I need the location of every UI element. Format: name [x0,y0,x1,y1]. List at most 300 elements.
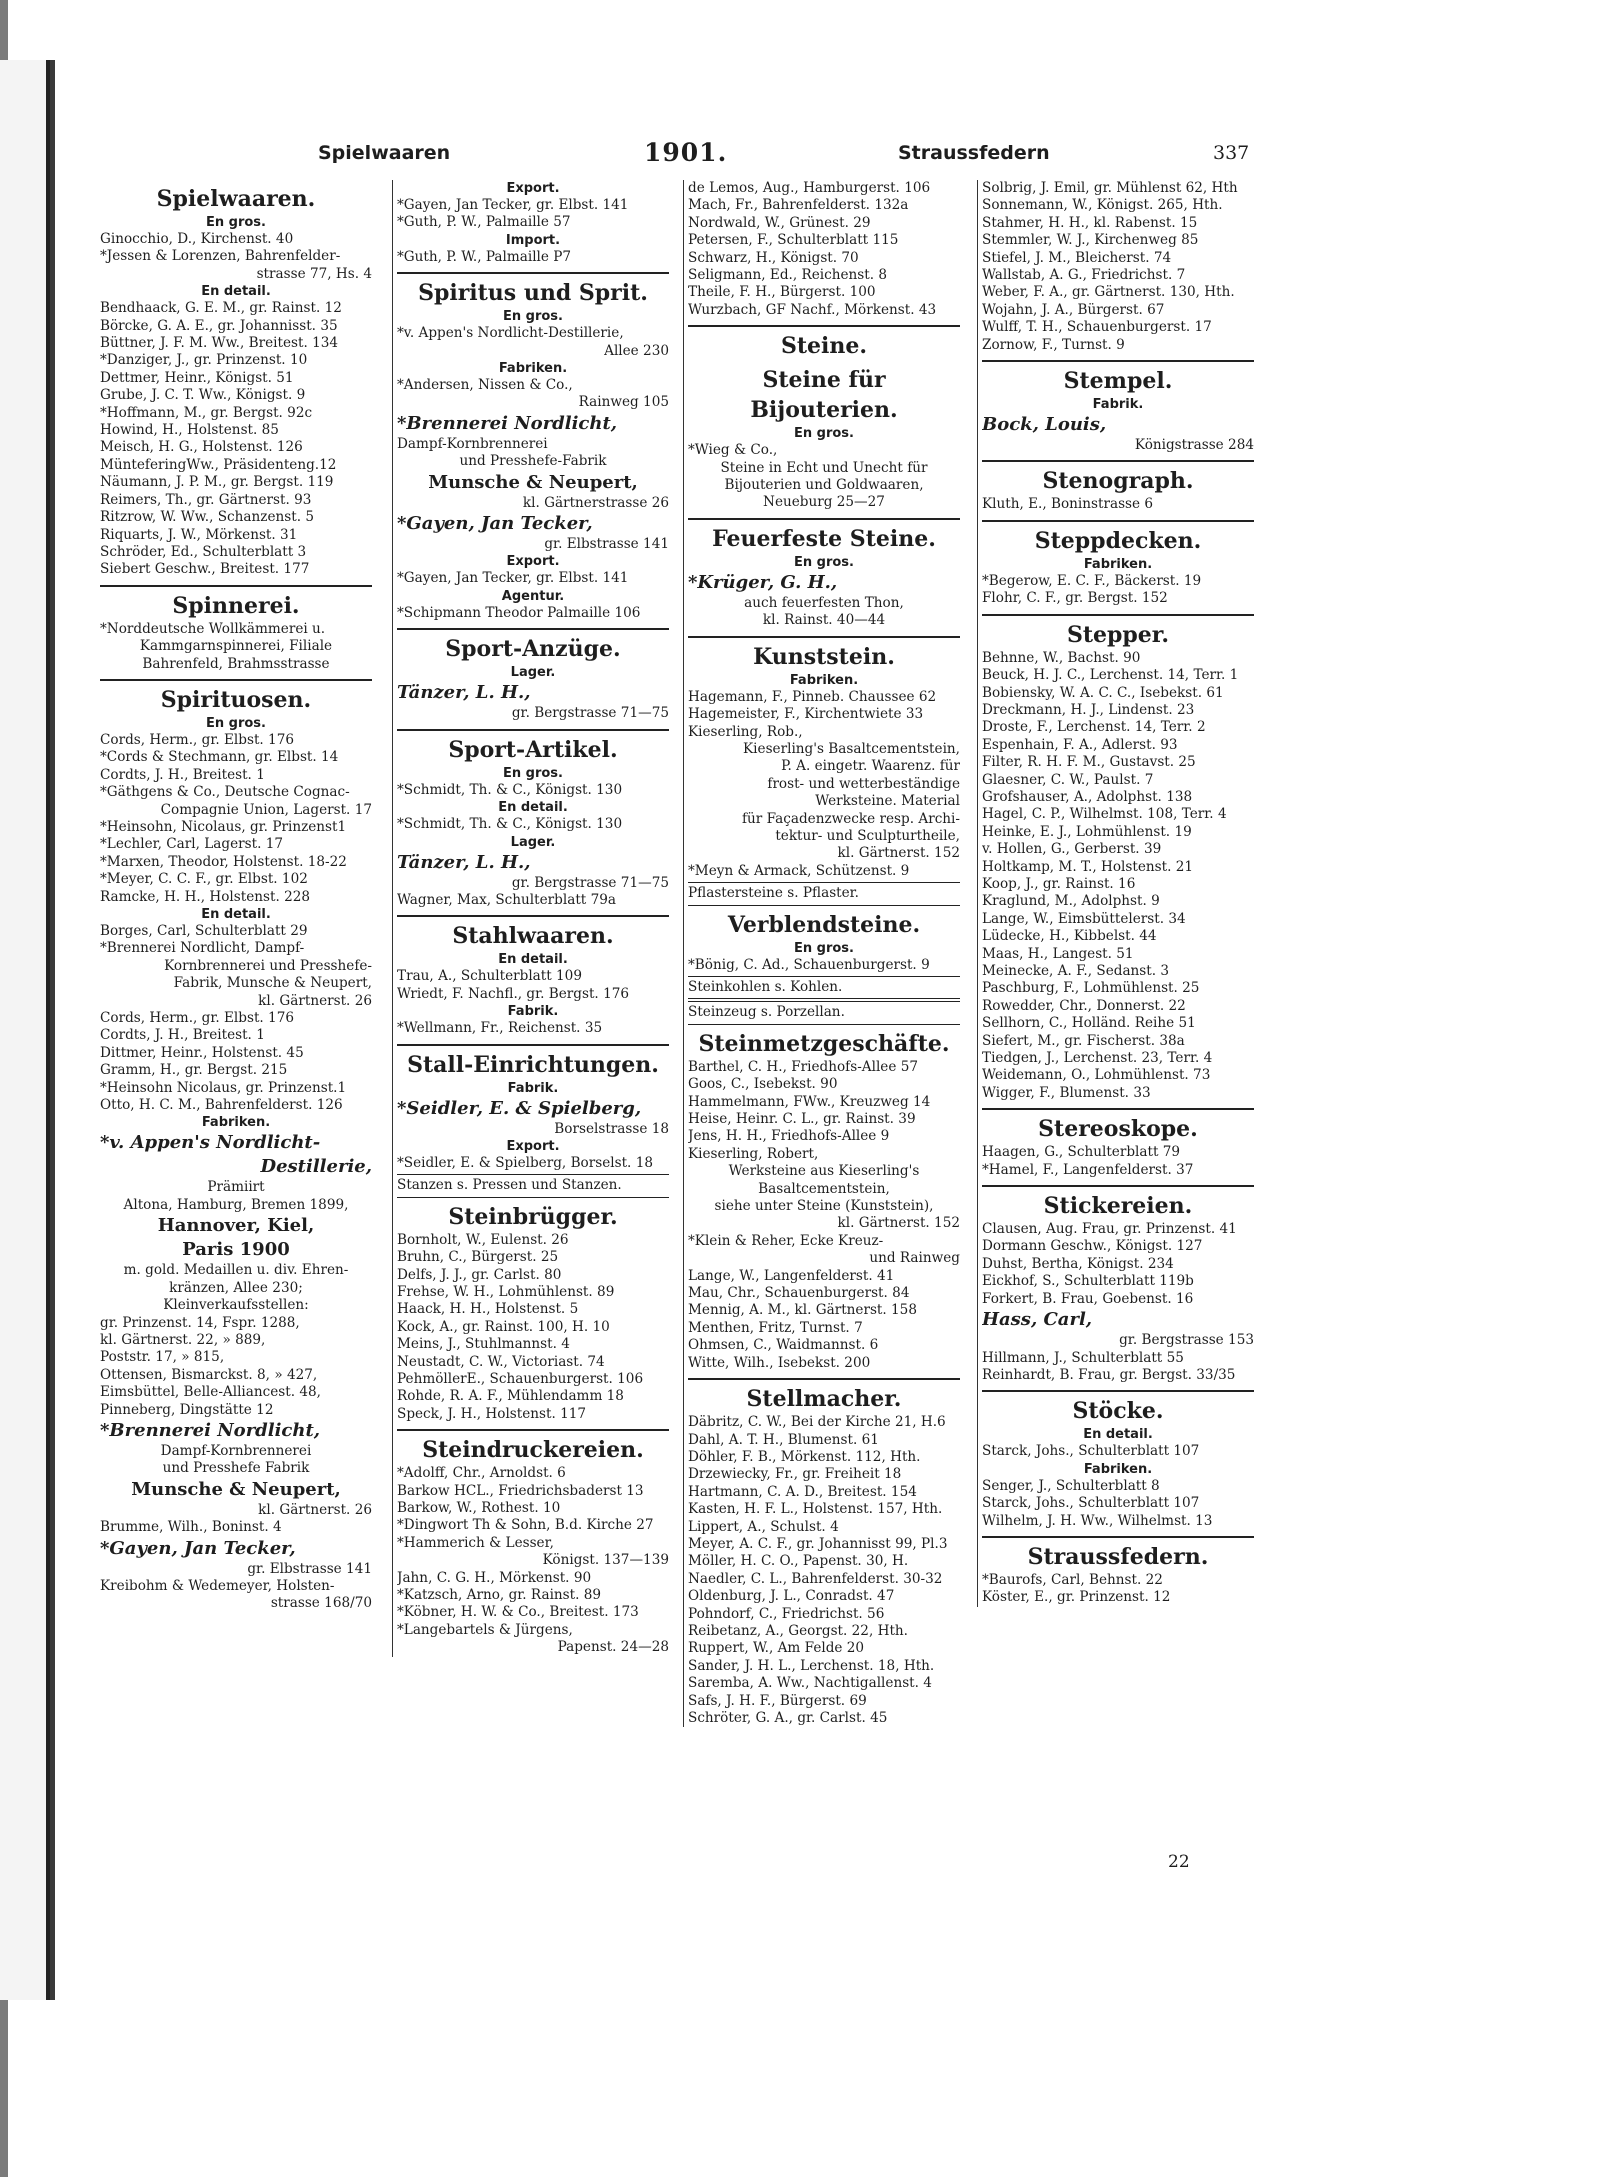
entry-continuation: gr. Bergstrasse 71—75 [511,705,669,722]
directory-entry: Schröter, G. A., gr. Carlst. 45 [688,1710,888,1726]
directory-entry: Reinhardt, B. Frau, gr. Bergst. 33/35 [982,1366,1236,1383]
directory-entry: Schröder, Ed., Schulterblatt 3 [100,543,307,560]
directory-entry: Sonnemann, W., Königst. 265, Hth. [982,197,1223,214]
entry-continuation: kl. Gärtnerst. 152 [837,1215,960,1232]
directory-entry: *v. Appen's Nordlicht-Destillerie, [397,325,624,342]
advertiser-name: *Gayen, Jan Tecker, [100,1537,296,1559]
section-rule [982,460,1254,462]
directory-entry: Naedler, C. L., Bahrenfelderst. 30-32 [688,1570,943,1587]
directory-entry: Filter, R. H. F. M., Gustavst. 25 [982,754,1196,771]
directory-entry: Behnne, W., Bachst. 90 [982,649,1141,666]
category-heading: Spiritus und Sprit. [418,280,648,307]
directory-entry: Espenhain, F. A., Adlerst. 93 [982,736,1178,753]
directory-entry: Pinneberg, Dingstätte 12 [100,1401,274,1418]
directory-entry: *Gayen, Jan Tecker, gr. Elbst. 141 [397,570,629,587]
directory-entry: Ginocchio, D., Kirchenst. 40 [100,231,294,247]
directory-entry: PehmöllerE., Schauenburgerst. 106 [397,1371,644,1387]
directory-entry: Kieserling, Robert, [688,1145,819,1162]
entry-continuation: kl. Gärtnerst. 26 [258,1501,372,1518]
entry-continuation: Königst. 137—139 [542,1552,669,1569]
directory-entry: Bruhn, C., Bürgerst. 25 [397,1249,559,1266]
category-heading: Stöcke. [1072,1398,1164,1425]
subheading: En gros. [503,765,563,781]
directory-entry: *Heinsohn, Nicolaus, gr. Prinzenst1 [100,818,347,835]
subheading: En detail. [201,284,271,300]
directory-entry: Duhst, Bertha, Königst. 234 [982,1255,1174,1272]
directory-column-4 [977,180,1254,1607]
directory-entry: *Hamel, F., Langenfelderst. 37 [982,1161,1194,1178]
directory-entry: Brumme, Wilh., Boninst. 4 [100,1519,282,1536]
directory-entry: Wulff, T. H., Schauenburgerst. 17 [982,319,1212,336]
category-heading: Steine. [780,333,868,360]
directory-entry: Büttner, J. F. M. Ww., Breitest. 134 [100,335,339,352]
directory-entry: kl. Gärtnerst. 22, » 889, [100,1331,266,1348]
directory-entry: *Dingwort Th & Sohn, B.d. Kirche 27 [397,1517,654,1534]
directory-column-2 [392,180,669,1657]
directory-entry: Eickhof, S., Schulterblatt 119b [982,1273,1194,1290]
subheading: Fabriken. [789,672,859,688]
subheading: Import. [505,232,561,248]
directory-entry: *Bönig, C. Ad., Schauenburgerst. 9 [688,956,930,973]
category-heading: Straussfedern. [1027,1543,1209,1570]
directory-entry: Wriedt, F. Nachfl., gr. Bergst. 176 [397,985,630,1002]
entry-note: Dampf-Kornbrennerei [160,1442,312,1459]
category-heading: Stereoskope. [1038,1116,1198,1143]
entry-continuation: Fabrik, Munsche & Neupert, [173,975,372,992]
directory-entry: Forkert, B. Frau, Goebenst. 16 [982,1290,1194,1307]
entry-continuation: Kornbrennerei und Presshefe- [164,957,372,974]
directory-entry: Börcke, G. A. E., gr. Johannisst. 35 [100,317,338,334]
entry-continuation: Papenst. 24—28 [557,1639,669,1656]
directory-entry: Meyer, A. C. F., gr. Johannisst 99, Pl.3 [688,1535,948,1552]
directory-entry: Grube, J. C. T. Ww., Königst. 9 [100,387,306,404]
category-heading: Kunststein. [753,643,895,670]
directory-entry: Cordts, J. H., Breitest. 1 [100,766,265,783]
directory-entry: Tiedgen, J., Lerchenst. 23, Terr. 4 [982,1050,1213,1067]
entry-continuation: Werksteine. Material [815,793,960,810]
directory-entry: Maas, H., Langest. 51 [982,945,1134,962]
directory-entry: Möller, H. C. O., Papenst. 30, H. [688,1553,909,1570]
section-rule [397,729,669,731]
directory-entry: Dettmer, Heinr., Königst. 51 [100,369,294,386]
entry-note: und Presshefe Fabrik [162,1460,310,1477]
previous-page-edge [0,60,50,2000]
directory-entry: Eimsbüttel, Belle-Alliancest. 48, [100,1384,321,1401]
subheading: Fabriken. [1083,1461,1153,1477]
entry-continuation: gr. Elbstrasse 141 [544,536,669,553]
directory-entry: *Heinsohn Nicolaus, gr. Prinzenst.1 [100,1079,347,1096]
entry-note: siehe unter Steine (Kunststein), [714,1198,934,1215]
directory-entry: Howind, H., Holstenst. 85 [100,422,279,439]
category-heading: Steppdecken. [1034,527,1202,554]
entry-continuation: kl. Gärtnerstrasse 26 [522,494,669,511]
entry-continuation: Königstrasse 284 [1134,437,1254,454]
directory-entry: Mach, Fr., Bahrenfelderst. 132a [688,197,909,214]
directory-entry: Hagel, C. P., Wilhelmst. 108, Terr. 4 [982,806,1227,823]
directory-entry: Rohde, R. A. F., Mühlendamm 18 [397,1388,624,1405]
directory-entry: *Gayen, Jan Tecker, gr. Elbst. 141 [397,197,629,213]
directory-entry: Trau, A., Schulterblatt 109 [397,968,582,985]
directory-entry: gr. Prinzenst. 14, Fspr. 1288, [100,1314,300,1331]
subheading: En detail. [498,952,568,968]
directory-entry: Wojahn, J. A., Bürgerst. 67 [982,301,1165,318]
directory-entry: Meins, J., Stuhlmannst. 4 [397,1336,570,1353]
entry-continuation: strasse 77, Hs. 4 [256,265,372,282]
directory-entry: Jens, H. H., Friedhofs-Allee 9 [688,1128,890,1145]
directory-entry: *Schmidt, Th. & C., Königst. 130 [397,816,623,833]
directory-entry: Glaesner, C. W., Paulst. 7 [982,771,1154,788]
directory-entry: Solbrig, J. Emil, gr. Mühlenst 62, Hth [982,180,1238,196]
directory-entry: *Lechler, Carl, Lagerst. 17 [100,836,284,853]
directory-entry: Sander, J. H. L., Lerchenst. 18, Hth. [688,1657,935,1674]
directory-entry: Stiefel, J. M., Bleicherst. 74 [982,249,1172,266]
directory-entry: Hagemeister, F., Kirchentwiete 33 [688,706,924,723]
entry-continuation: Borselstrasse 18 [554,1120,669,1137]
directory-entry: Haagen, G., Schulterblatt 79 [982,1144,1181,1161]
subheading: En detail. [498,800,568,816]
directory-entry: Wigger, F., Blumenst. 33 [982,1084,1151,1101]
directory-entry: Pohndorf, C., Friedrichst. 56 [688,1605,885,1622]
category-heading: Stellmacher. [746,1386,902,1413]
subheading: En gros. [206,215,266,230]
directory-entry: Seligmann, Ed., Reichenst. 8 [688,267,888,284]
directory-entry: de Lemos, Aug., Hamburgerst. 106 [688,180,931,196]
directory-entry: *Baurofs, Carl, Behnst. 22 [982,1571,1163,1588]
entry-continuation: kl. Gärtnerst. 26 [258,992,372,1009]
advertiser-name: *Brennerei Nordlicht, [100,1419,321,1441]
cross-reference: Stanzen s. Pressen und Stanzen. [397,1174,669,1197]
category-heading: Sport-Anzüge. [445,636,621,663]
section-rule [982,1108,1254,1110]
directory-entry: v. Hollen, G., Gerberst. 39 [982,841,1162,858]
section-rule [397,1044,669,1046]
subheading: Fabrik. [507,1080,559,1096]
directory-entry: Hartmann, C. A. D., Breitest. 154 [688,1483,917,1500]
advert-line: Paris 1900 [182,1239,290,1261]
subheading: En gros. [794,426,854,442]
directory-entry: Cordts, J. H., Breitest. 1 [100,1027,265,1044]
directory-entry: Ohmsen, C., Waidmannst. 6 [688,1337,879,1354]
directory-entry: Safs, J. H. F., Bürgerst. 69 [688,1692,867,1709]
directory-column-1 [100,180,372,1613]
directory-entry: Kieserling, Rob., [688,723,803,740]
subheading: En detail. [1083,1427,1153,1443]
subheading: Fabrik. [1092,397,1144,413]
directory-entry: Barkow HCL., Friedrichsbaderst 13 [397,1482,644,1499]
directory-entry: Stahmer, H. H., kl. Rabenst. 15 [982,214,1198,231]
section-rule [982,360,1254,362]
directory-entry: *Cords & Stechmann, gr. Elbst. 14 [100,749,339,766]
entry-note: Basaltcementstein, [758,1180,890,1197]
advertiser-name: *Seidler, E. & Spielberg, [397,1097,642,1119]
running-header [318,138,1258,174]
entry-note: Werksteine aus Kieserling's [728,1163,920,1180]
directory-entry: *Klein & Reher, Ecke Kreuz- [688,1232,884,1249]
directory-entry: Dreckmann, H. J., Lindenst. 23 [982,701,1195,718]
header-left-term: Spielwaaren [318,142,451,164]
directory-entry: Däbritz, C. W., Bei der Kirche 21, H.6 [688,1414,946,1431]
cross-reference: Steinkohlen s. Kohlen. [688,976,960,999]
subheading: Fabriken. [201,1115,271,1131]
section-rule [688,1378,960,1380]
directory-entry: *Katzsch, Arno, gr. Rainst. 89 [397,1587,602,1604]
category-heading: Spirituosen. [160,686,312,713]
entry-continuation: Compagnie Union, Lagerst. 17 [160,801,372,818]
directory-entry: Lippert, A., Schulst. 4 [688,1518,839,1535]
subheading: En gros. [794,940,854,956]
directory-entry: Siefert, M., gr. Fischerst. 38a [982,1032,1185,1049]
directory-entry: Wilhelm, J. H. Ww., Wilhelmst. 13 [982,1512,1213,1529]
directory-entry: Nordwald, W., Grünest. 29 [688,214,871,231]
directory-entry: Wallstab, A. G., Friedrichst. 7 [982,267,1186,284]
category-heading: Stickereien. [1043,1193,1193,1220]
entry-continuation: gr. Bergstrasse 71—75 [511,874,669,891]
section-rule [982,1536,1254,1538]
directory-entry: Dampf-Kornbrennerei [397,435,548,452]
entry-continuation: kl. Gärtnerst. 152 [837,845,960,862]
category-heading: Spinnerei. [172,592,300,619]
entry-note: Prämiirt [207,1179,265,1196]
directory-entry: Ruppert, W., Am Felde 20 [688,1640,865,1657]
advertiser-name: Bock, Louis, [982,414,1107,436]
entry-continuation: Allee 230 [604,342,669,359]
entry-continuation: Rainweg 105 [578,394,669,411]
section-rule [688,636,960,638]
entry-continuation: P. A. eingetr. Waarenz. für [781,758,960,775]
directory-entry: Hammelmann, FWw., Kreuzweg 14 [688,1093,931,1110]
directory-entry: Borges, Carl, Schulterblatt 29 [100,923,308,939]
directory-entry: Oldenburg, J. L., Conradst. 47 [688,1588,895,1605]
directory-entry: Witte, Wilh., Isebekst. 200 [688,1354,871,1371]
entry-continuation: gr. Bergstrasse 153 [1119,1332,1254,1349]
directory-entry: Starck, Johs., Schulterblatt 107 [982,1443,1200,1460]
directory-entry: *Seidler, E. & Spielberg, Borselst. 18 [397,1154,653,1171]
entry-continuation: tektur- und Sculpturtheile, [775,827,960,844]
directory-entry: Meisch, H. G., Holstenst. 126 [100,439,303,456]
directory-entry: Hillmann, J., Schulterblatt 55 [982,1349,1184,1366]
directory-entry: Stemmler, W. J., Kirchenweg 85 [982,232,1199,249]
advertiser-name: *Brennerei Nordlicht, [397,412,618,434]
directory-entry: Petersen, F., Schulterblatt 115 [688,232,899,249]
category-heading: Sport-Artikel. [448,736,618,763]
entry-continuation: Kieserling's Basaltcementstein, [743,740,960,757]
directory-entry: *Langebartels & Jürgens, [397,1621,573,1638]
subheading: Fabrik. [507,1004,559,1020]
directory-entry: Kluth, E., Boninstrasse 6 [982,496,1154,513]
category-heading: Stall-Einrichtungen. [407,1051,659,1078]
directory-entry: *Schmidt, Th. & C., Königst. 130 [397,781,623,798]
directory-entry: Beuck, H. J. C., Lerchenst. 14, Terr. 1 [982,667,1239,684]
directory-entry: Riquarts, J. W., Mörkenst. 31 [100,526,298,543]
subheading: Export. [506,181,560,196]
directory-entry: Paschburg, F., Lohmühlenst. 25 [982,980,1200,997]
section-rule [397,915,669,917]
directory-entry: Ottensen, Bismarckst. 8, » 427, [100,1366,318,1383]
directory-entry: *Wellmann, Fr., Reichenst. 35 [397,1020,603,1037]
subheading: Fabriken. [1083,556,1153,572]
directory-entry: Otto, H. C. M., Bahrenfelderst. 126 [100,1097,343,1114]
entry-note: Neueburg 25—27 [763,494,885,511]
entry-note: auch feuerfesten Thon, [744,594,904,611]
entry-continuation: für Façadenzwecke resp. Archi- [742,810,960,827]
directory-entry: Theile, F. H., Bürgerst. 100 [688,284,876,301]
cross-reference: Pflastersteine s. Pflaster. [688,882,960,905]
directory-entry: Cords, Herm., gr. Elbst. 176 [100,1010,295,1027]
directory-entry: Rowedder, Chr., Donnerst. 22 [982,997,1186,1014]
section-rule [100,679,372,681]
directory-entry: Mau, Chr., Schauenburgerst. 84 [688,1285,910,1302]
directory-entry: Kreibohm & Wedemeyer, Holsten- [100,1577,335,1594]
directory-entry: *Begerow, E. C. F., Bäckerst. 19 [982,572,1202,589]
subheading: Lager. [510,834,556,850]
section-rule [982,520,1254,522]
directory-entry: *Marxen, Theodor, Holstenst. 18-22 [100,853,347,870]
entry-continuation: frost- und wetterbeständige [767,775,960,792]
category-heading: Steinbrügger. [448,1203,618,1230]
category-heading: Steine für Bijouterien. [750,367,898,424]
directory-entry: Bobiensky, W. A. C. C., Isebekst. 61 [982,684,1224,701]
directory-entry: *Köbner, H. W. & Co., Breitest. 173 [397,1604,639,1621]
entry-note: kl. Rainst. 40—44 [762,612,886,629]
directory-entry: Barthel, C. H., Friedhofs-Allee 57 [688,1058,919,1075]
directory-entry: Poststr. 17, » 815, [100,1349,225,1366]
category-heading: Stepper. [1066,621,1170,648]
directory-entry: Weidemann, O., Lohmühlenst. 73 [982,1067,1211,1084]
category-heading: Verblendsteine. [727,911,921,938]
directory-entry: Weber, F. A., gr. Gärtnerst. 130, Hth. [982,284,1235,301]
category-heading: Stahlwaaren. [452,923,614,950]
entry-note: m. gold. Medaillen u. div. Ehren- [123,1262,349,1279]
section-rule [688,325,960,327]
section-rule [688,518,960,520]
advert-line: Hannover, Kiel, [157,1215,315,1237]
directory-entry: Jahn, C. G. H., Mörkenst. 90 [397,1569,592,1586]
subheading: Export. [506,554,560,570]
directory-entry: Ritzrow, W. Ww., Schanzenst. 5 [100,509,314,526]
footer-sheet-number: 22 [1168,1852,1190,1872]
directory-entry: *Brennerei Nordlicht, Dampf- [100,940,305,957]
subheading: Fabriken. [498,361,568,377]
directory-entry: Cords, Herm., gr. Elbst. 176 [100,731,295,748]
directory-entry: *Guth, P. W., Palmaille P7 [397,248,572,265]
section-rule [982,614,1254,616]
directory-entry: *Wieg & Co., [688,442,778,459]
advertiser-name: Tänzer, L. H., [397,682,531,704]
category-heading: Steindruckereien. [422,1437,644,1464]
section-rule [100,585,372,587]
directory-entry: *Gäthgens & Co., Deutsche Cognac- [100,784,350,801]
advertiser-name: *v. Appen's Nordlicht- [100,1132,321,1154]
advertiser-name: Destillerie, [260,1156,372,1178]
directory-entry: Frehse, W. H., Lohmühlenst. 89 [397,1283,615,1300]
section-rule [397,1429,669,1431]
directory-entry: *Danziger, J., gr. Prinzenst. 10 [100,352,308,369]
entry-continuation: gr. Elbstrasse 141 [247,1560,372,1577]
category-heading: Stempel. [1063,368,1173,395]
subheading: En gros. [503,309,563,325]
advert-line: Munsche & Neupert, [131,1478,341,1500]
advertiser-name: Tänzer, L. H., [397,851,531,873]
subheading: En gros. [794,554,854,570]
directory-entry: Mennig, A. M., kl. Gärtnerst. 158 [688,1302,917,1319]
directory-entry: Dittmer, Heinr., Holstenst. 45 [100,1044,304,1061]
header-right-term: Straussfedern [898,142,1050,164]
header-page-number: 337 [1213,142,1250,164]
directory-entry: Kraglund, M., Adolphst. 9 [982,893,1160,910]
directory-entry: Wagner, Max, Schulterblatt 79a [397,891,616,908]
directory-entry: Meinecke, A. F., Sedanst. 3 [982,963,1170,979]
advertiser-name: Hass, Carl, [982,1309,1093,1331]
directory-entry: Menthen, Fritz, Turnst. 7 [688,1319,863,1336]
category-heading: Feuerfeste Steine. [712,525,936,552]
directory-entry: *Andersen, Nissen & Co., [397,377,573,394]
directory-entry: Saremba, A. Ww., Nachtigallenst. 4 [688,1675,932,1692]
directory-entry: Kock, A., gr. Rainst. 100, H. 10 [397,1318,610,1335]
header-year: 1901. [644,138,728,167]
directory-entry: Kasten, H. F. L., Holstenst. 157, Hth. [688,1501,943,1518]
entry-note: Altona, Hamburg, Bremen 1899, [123,1196,349,1213]
directory-entry: Schwarz, H., Königst. 70 [688,249,859,266]
section-rule [982,1185,1254,1187]
directory-entry: Clausen, Aug. Frau, gr. Prinzenst. 41 [982,1221,1237,1238]
cross-reference: Steinzeug s. Porzellan. [688,1001,960,1024]
directory-entry: Köster, E., gr. Prinzenst. 12 [982,1589,1171,1606]
directory-entry: Lüdecke, H., Kibbelst. 44 [982,928,1157,945]
directory-entry: *Hammerich & Lesser, [397,1534,554,1551]
directory-entry: Holtkamp, M. T., Holstenst. 21 [982,858,1194,875]
directory-entry: Lange, W., Langenfelderst. 41 [688,1267,895,1284]
directory-entry: Lange, W., Eimsbüttelerst. 34 [982,910,1186,927]
directory-entry: Koop, J., gr. Rainst. 16 [982,875,1136,892]
entry-continuation: strasse 168/70 [270,1595,372,1612]
directory-entry: Dahl, A. T. H., Blumenst. 61 [688,1431,879,1448]
subheading: Lager. [510,665,556,681]
directory-entry: Drzewiecky, Fr., gr. Freiheit 18 [688,1466,902,1483]
subheading: Export. [506,1138,560,1154]
directory-entry: Haack, H. H., Holstenst. 5 [397,1301,579,1318]
subheading: En detail. [201,907,271,922]
directory-entry: *Meyer, C. C. F., gr. Elbst. 102 [100,871,308,888]
directory-entry: Zornow, F., Turnst. 9 [982,336,1125,353]
directory-entry: Näumann, J. P. M., gr. Bergst. 119 [100,474,334,491]
directory-column-3 [683,180,960,1727]
advert-line: Munsche & Neupert, [428,471,638,493]
directory-entry: *Norddeutsche Wollkämmerei u. [100,620,326,637]
entry-note: Steine in Echt und Unecht für [720,459,928,476]
directory-entry: Grofshauser, A., Adolphst. 138 [982,788,1193,805]
directory-entry: Reibetanz, A., Georgst. 22, Hth. [688,1622,908,1639]
directory-entry: Goos, C., Isebekst. 90 [688,1076,838,1093]
entry-note: Kleinverkaufsstellen: [163,1297,309,1314]
directory-entry: *Schipmann Theodor Palmaille 106 [397,604,641,621]
directory-entry: *Adolff, Chr., Arnoldst. 6 [397,1465,566,1482]
entry-note: Kammgarnspinnerei, Filiale [139,638,333,655]
directory-entry: Gramm, H., gr. Bergst. 215 [100,1062,288,1079]
entry-note: Bahrenfeld, Brahmsstrasse [142,655,330,672]
directory-entry: Starck, Johs., Schulterblatt 107 [982,1495,1200,1512]
directory-entry: Heise, Heinr. C. L., gr. Rainst. 39 [688,1111,916,1127]
directory-entry: Heinke, E. J., Lohmühlenst. 19 [982,823,1192,840]
directory-entry: *Jessen & Lorenzen, Bahrenfelder- [100,248,341,265]
directory-entry: Hagemann, F., Pinneb. Chaussee 62 [688,688,937,705]
directory-entry: *Meyn & Armack, Schützenst. 9 [688,862,910,879]
advertiser-name: *Gayen, Jan Tecker, [397,513,593,535]
directory-entry: Senger, J., Schulterblatt 8 [982,1477,1160,1494]
directory-entry: Delfs, J. J., gr. Carlst. 80 [397,1266,562,1283]
entry-note: und Presshefe-Fabrik [459,453,607,470]
section-rule [982,1390,1254,1392]
directory-entry: Wurzbach, GF Nachf., Mörkenst. 43 [688,301,937,318]
